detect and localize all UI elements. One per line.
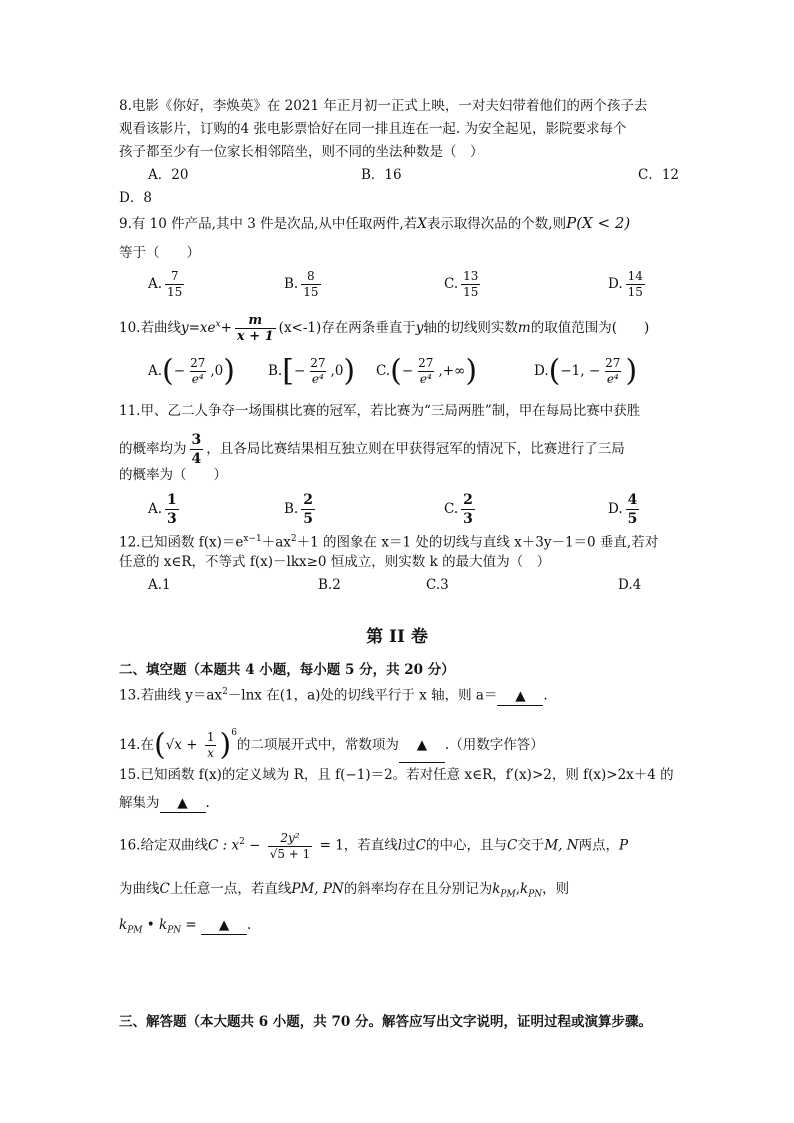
q10-option-c: C.(− $\frac{27}{\text{e⁴}}$ ,+∞) [376, 353, 478, 389]
option-fraction: $\frac{2}{5}$ [303, 492, 313, 527]
q16-line1: 16.给定双曲线C : $x^2$ − $\frac{\text{2y²}}{√5 + 1}$ = 1，若直线l过C的中心，且与C交于M, N两点，P [119, 830, 629, 861]
q10-option-b: B.[− $\frac{27}{\text{e⁴}}$ ,0) [268, 353, 356, 389]
option-fraction: $\frac{7}{15}$ [167, 269, 183, 299]
q13-line: 13.若曲线 $y=ax^2-\ln x$ 在(1，a)处的切线平行于 x 轴，则 a＝ ▲ . [119, 687, 548, 704]
section3-heading: 三、解答题（本大题共 6 小题，共 70 分。解答应写出文字说明，证明过程或演算步骤。 [119, 1014, 652, 1030]
option-fraction: $\frac{2}{3}$ [463, 492, 473, 527]
q12-line1: 12.已知函数 $f(x)=e^{x-1}+ax^2+1$ 的图象在 x＝1 处的切线与直线 x＋3y－1＝0 垂直,若对 [119, 534, 659, 551]
q15-line2: 解集为 ▲ . [119, 795, 210, 811]
q9-line2: 等于（ ） [119, 245, 200, 261]
option-fraction: $\frac{27}{\text{e⁴}}$ [190, 356, 206, 386]
q11-option-d: D. $\frac{4}{5}$ [608, 492, 638, 527]
q14-fraction: $\frac{1}{x}$ [206, 730, 215, 760]
q9-option-a: A. $\frac{7}{15}$ [148, 269, 183, 299]
q11-line3: 的概率为（ ） [119, 467, 227, 483]
q8-option-c: C．12 [638, 167, 680, 183]
q10-option-d: D.(−1, − $\frac{27}{\text{e⁴}}$ ) [534, 353, 638, 389]
q12-line2: 任意的 x∈R，不等式 f(x)－lkx≥0 恒成立，则实数 k 的最大值为（ ） [119, 554, 551, 570]
q16-fraction: $\frac{\text{2y²}}{√5 + 1}$ [269, 830, 311, 861]
q11-option-a: A. $\frac{1}{3}$ [148, 492, 177, 527]
q12-option-d: D.4 [618, 577, 642, 593]
q8-option-b: B．16 [361, 167, 402, 183]
q10-fraction: $\frac{m}{x + 1}$ [236, 313, 274, 344]
q13-answer-blank: ▲ [497, 687, 543, 706]
q14-answer-blank: ▲ [399, 728, 445, 763]
option-fraction: $\frac{8}{15}$ [303, 269, 319, 299]
option-fraction: $\frac{14}{15}$ [627, 269, 643, 299]
q12-option-b: B.2 [318, 577, 341, 593]
q11-probability-fraction: $\frac{3}{4}$ [191, 432, 202, 467]
option-fraction: $\frac{13}{15}$ [463, 269, 479, 299]
q8-line3: 孩子都至少有一位家长相邻陪坐，则不同的坐法种数是（ ） [119, 144, 484, 160]
option-fraction: $\frac{27}{\text{e⁴}}$ [418, 356, 434, 386]
q14-line: 14.在(√x + $\frac{1}{x}$ )$^6$的二项展开式中，常数项为 ▲ .（用数字作答） [119, 727, 544, 763]
part2-title: 第 II 卷 [366, 627, 428, 647]
option-fraction: $\frac{4}{5}$ [627, 492, 638, 527]
q12-option-a: A.1 [148, 577, 171, 593]
option-fraction: $\frac{1}{3}$ [167, 492, 177, 527]
q8-line1: 8.电影《你好，李焕英》在 2021 年正月初一正式上映，一对夫妇带着他们的两个孩子去 [119, 98, 648, 114]
q10-line: 10.若曲线$y=xe^x+$ $\frac{m}{x + 1}$ (x<-1)存在两条垂直于y轴的切线则实数m的取值范围为( ) [119, 313, 650, 344]
q8-option-a: A．20 [148, 167, 189, 183]
q11-option-b: B. $\frac{2}{5}$ [284, 492, 313, 527]
q11-option-c: C. $\frac{2}{3}$ [444, 492, 473, 527]
option-fraction: $\frac{27}{\text{e⁴}}$ [605, 356, 621, 386]
q10-option-a: A.(− $\frac{27}{\text{e⁴}}$ ,0) [148, 353, 235, 389]
q9-line1: 9.有 10 件产品,其中 3 件是次品,从中任取两件,若X表示取得次品的个数,则P(X < 2) [119, 214, 631, 232]
q16-line2: 为曲线C上任意一点，若直线PM, PN的斜率均存在且分别记为$k_{PM},k_{PN}$，则 [119, 881, 570, 900]
q9-option-d: D. $\frac{14}{15}$ [608, 269, 643, 299]
q15-answer-blank: ▲ [160, 794, 206, 813]
q11-line1: 11.甲、乙二人争夺一场围棋比赛的冠军，若比赛为“三局两胜”制，甲在每局比赛中获胜 [119, 403, 641, 419]
q16-answer-blank: ▲ [201, 916, 247, 935]
q9-option-b: B. $\frac{8}{15}$ [284, 269, 319, 299]
q11-line2: 的概率均为 $\frac{3}{4}$ ，且各局比赛结果相互独立则在甲获得冠军的情况下，比赛进行了三局 [119, 432, 625, 467]
q8-line2: 观看该影片，订购的4 张电影票恰好在同一排且连在一起. 为安全起见，影院要求每个 [119, 121, 627, 137]
section2-heading: 二、填空题（本题共 4 小题，每小题 5 分，共 20 分） [119, 662, 455, 678]
q16-line3: $k_{PM}$ • $k_{PN}$ = ▲ . [119, 917, 252, 936]
option-fraction: $\frac{27}{\text{e⁴}}$ [310, 356, 326, 386]
q12-option-c: C.3 [426, 577, 449, 593]
q9-option-c: C. $\frac{13}{15}$ [444, 269, 479, 299]
q8-option-d: D．8 [119, 190, 152, 206]
q15-line1: 15.已知函数 f(x)的定义域为 R，且 f(−1)＝2。若对任意 x∈R，f′(x)>2，则 f(x)>2x＋4 的 [119, 767, 674, 783]
